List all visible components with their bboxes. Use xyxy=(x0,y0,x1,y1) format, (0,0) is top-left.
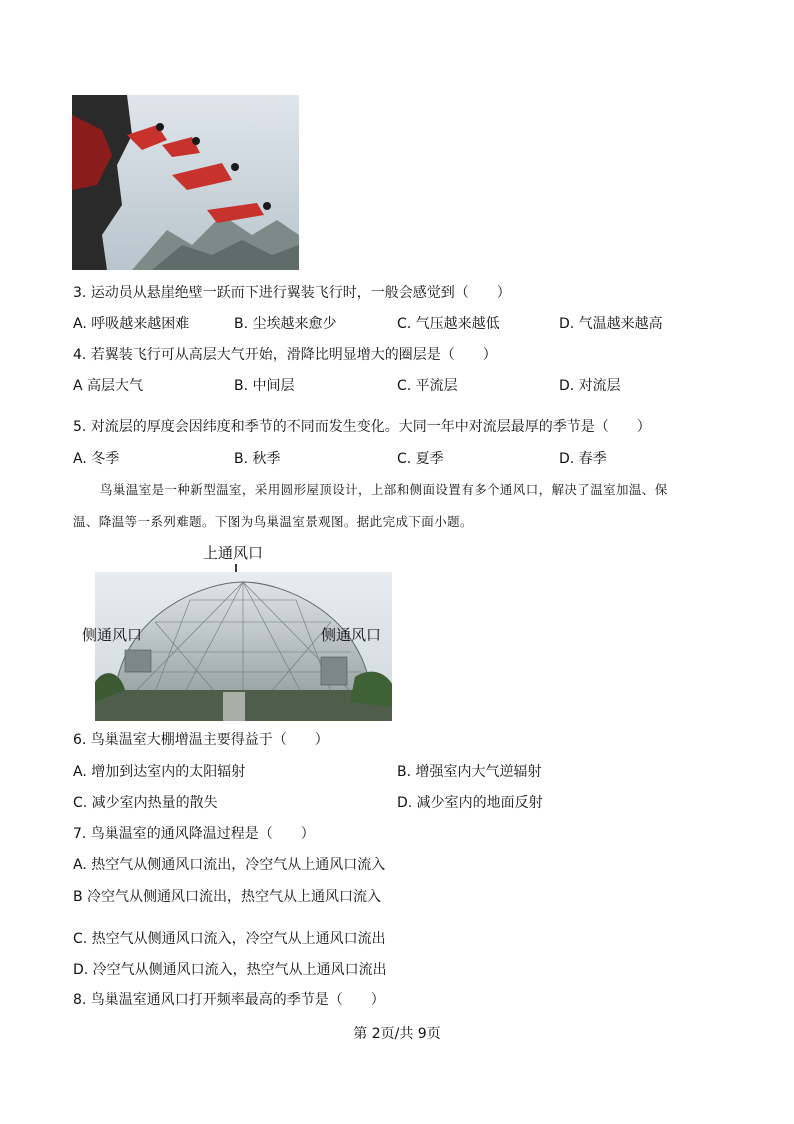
question-6-option-a[interactable]: A. 增加到达室内的太阳辐射 xyxy=(73,764,246,780)
label-left-side-vent: 侧通风口 xyxy=(82,626,143,644)
question-4-stem: 4. 若翼装飞行可从高层大气开始，滑降比明显增大的圈层是（ ） xyxy=(73,347,497,363)
question-3-option-b[interactable]: B. 尘埃越来愈少 xyxy=(234,316,337,332)
question-3-stem: 3. 运动员从悬崖绝壁一跃而下进行翼装飞行时，一般会感觉到（ ） xyxy=(73,285,511,301)
question-5-stem: 5. 对流层的厚度会因纬度和季节的不同而发生变化。大同一年中对流层最厚的季节是（ ） xyxy=(73,419,651,435)
wingsuit-photo xyxy=(72,95,299,270)
question-3-option-d[interactable]: D. 气温越来越高 xyxy=(559,316,663,332)
label-top-vent: 上通风口 xyxy=(203,544,264,562)
question-4-option-a[interactable]: A 高层大气 xyxy=(73,378,144,394)
question-4-option-b[interactable]: B. 中间层 xyxy=(234,378,295,394)
page-footer: 第 2页/共 9页 xyxy=(353,1026,441,1042)
question-7-option-d[interactable]: D. 冷空气从侧通风口流入，热空气从上通风口流出 xyxy=(73,962,387,978)
intro-paragraph-line-2: 温、降温等一系列难题。下图为鸟巢温室景观图。据此完成下面小题。 xyxy=(73,514,473,529)
question-7-option-c[interactable]: C. 热空气从侧通风口流入，冷空气从上通风口流出 xyxy=(73,931,386,947)
label-right-side-vent: 侧通风口 xyxy=(321,626,382,644)
question-7-stem: 7. 鸟巢温室的通风降温过程是（ ） xyxy=(73,826,315,842)
question-8-stem: 8. 鸟巢温室通风口打开频率最高的季节是（ ） xyxy=(73,992,385,1008)
question-5-option-a[interactable]: A. 冬季 xyxy=(73,451,120,467)
question-6-option-d[interactable]: D. 减少室内的地面反射 xyxy=(397,795,543,811)
question-3-option-a[interactable]: A. 呼吸越来越困难 xyxy=(73,316,190,332)
question-3-option-c[interactable]: C. 气压越来越低 xyxy=(397,316,500,332)
question-6-option-c[interactable]: C. 减少室内热量的散失 xyxy=(73,795,218,811)
greenhouse-photo xyxy=(95,572,392,721)
question-5-option-b[interactable]: B. 秋季 xyxy=(234,451,281,467)
intro-paragraph-line-1: 鸟巢温室是一种新型温室，采用圆形屋顶设计，上部和侧面设置有多个通风口，解决了温室加温、保 xyxy=(100,482,668,497)
question-4-option-c[interactable]: C. 平流层 xyxy=(397,378,458,394)
question-5-option-c[interactable]: C. 夏季 xyxy=(397,451,444,467)
question-7-option-a[interactable]: A. 热空气从侧通风口流出，冷空气从上通风口流入 xyxy=(73,857,386,873)
question-4-option-d[interactable]: D. 对流层 xyxy=(559,378,621,394)
question-7-option-b[interactable]: B 冷空气从侧通风口流出，热空气从上通风口流入 xyxy=(73,889,382,905)
question-6-option-b[interactable]: B. 增强室内大气逆辐射 xyxy=(397,764,542,780)
question-6-stem: 6. 鸟巢温室大棚增温主要得益于（ ） xyxy=(73,732,329,748)
question-5-option-d[interactable]: D. 春季 xyxy=(559,451,607,467)
